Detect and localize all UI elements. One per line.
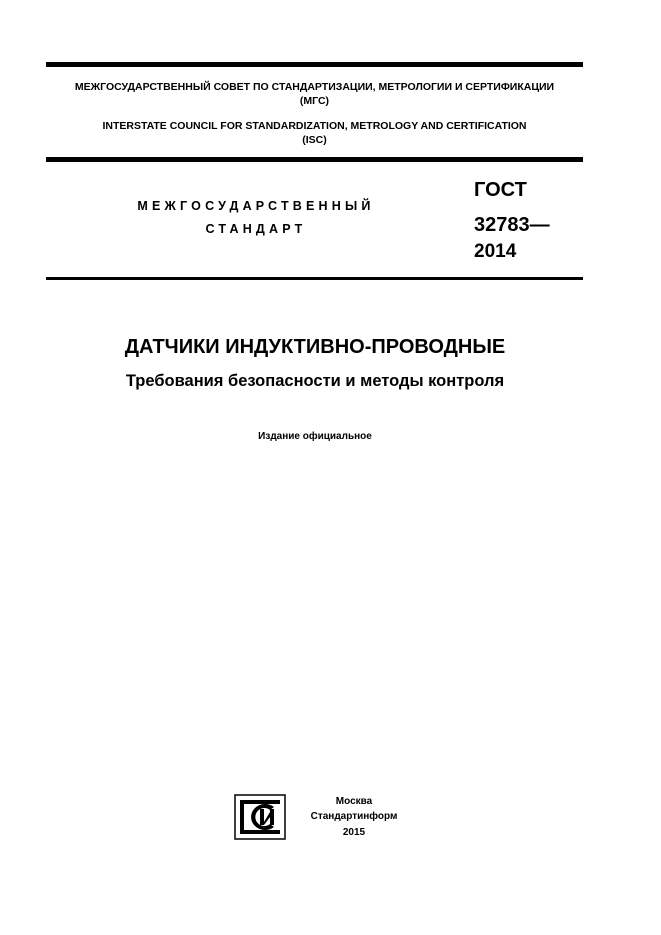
standard-code-line2: 32783— bbox=[474, 214, 550, 236]
standard-code-line1: ГОСТ bbox=[474, 179, 527, 201]
top-rule bbox=[46, 62, 583, 67]
standartinform-logo-icon bbox=[234, 794, 286, 840]
imprint-year: 2015 bbox=[342, 827, 366, 838]
council-en-abbr: (ISC) bbox=[302, 134, 327, 146]
document-subtitle: Требования безопасности и методы контроля bbox=[125, 372, 505, 390]
standard-label-line2: СТАНДАРТ bbox=[205, 222, 307, 236]
document-title: ДАТЧИКИ ИНДУКТИВНО-ПРОВОДНЫЕ bbox=[124, 336, 506, 358]
council-en-block bbox=[46, 119, 583, 147]
bottom-rule bbox=[46, 277, 583, 280]
edition-note: Издание официальное bbox=[258, 431, 372, 442]
council-ru-abbr: (МГС) bbox=[299, 95, 330, 107]
council-ru-name: МЕЖГОСУДАРСТВЕННЫЙ СОВЕТ ПО СТАНДАРТИЗАЦИИ, МЕТРОЛОГИИ И СЕРТИФИКАЦИИ bbox=[74, 81, 555, 93]
council-ru-block bbox=[46, 80, 583, 108]
imprint-city: Москва bbox=[335, 796, 373, 807]
middle-rule bbox=[46, 157, 583, 162]
logo-graphic bbox=[234, 794, 286, 840]
council-en-name: INTERSTATE COUNCIL FOR STANDARDIZATION, METROLOGY AND CERTIFICATION bbox=[102, 120, 527, 132]
standard-label-line1: МЕЖГОСУДАРСТВЕННЫЙ bbox=[137, 199, 375, 213]
standard-code-line3: 2014 bbox=[474, 241, 517, 262]
imprint-publisher: Стандартинформ bbox=[310, 811, 398, 822]
